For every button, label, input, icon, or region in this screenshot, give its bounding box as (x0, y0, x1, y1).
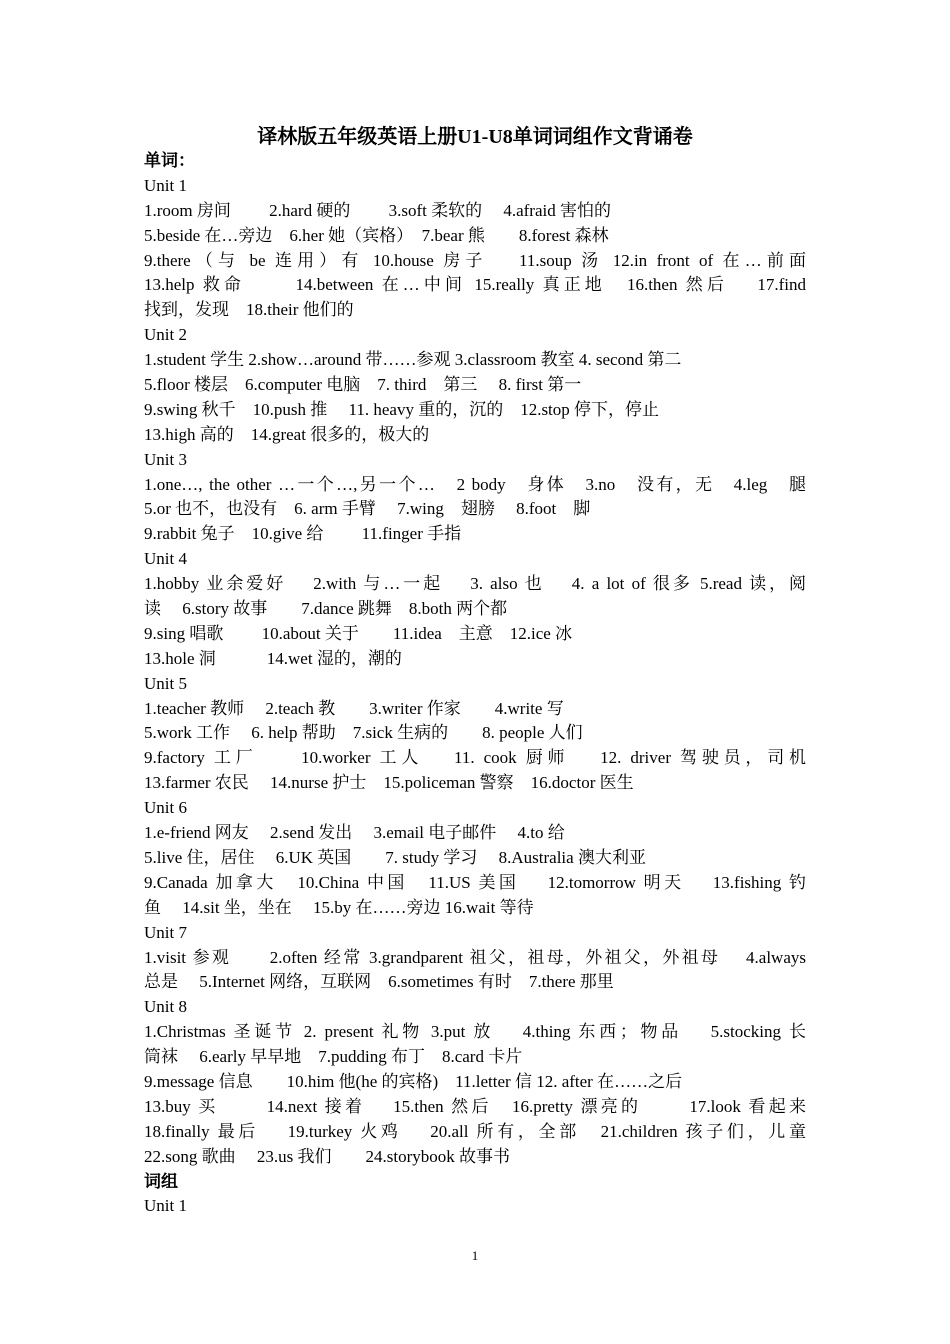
word-line: 9.factory 工厂 10.worker 工人 11. cook 厨师 12. driver 驾驶员，司机 (144, 748, 806, 768)
document-body (144, 149, 806, 1219)
word-line: 9.message 信息 10.him 他(he 的宾格) 11.letter 信 12. after 在……之后 (144, 1071, 683, 1091)
word-line: 1.teacher 教师 2.teach 教 3.writer 作家 4.write 写 (144, 698, 564, 718)
word-line: 5.floor 楼层 6.computer 电脑 7. third 第三 8. first 第一 (144, 375, 582, 395)
word-line: 9.Canada 加拿大 10.China 中国 11.US 美国 12.tomorrow 明天 13.fishing 钓 (144, 872, 806, 892)
unit-heading: Unit 8 (144, 997, 187, 1017)
word-line: 22.song 歌曲 23.us 我们 24.storybook 故事书 (144, 1146, 510, 1166)
unit-heading: Unit 6 (144, 798, 187, 818)
word-line: 13.hole 洞 14.wet 湿的，潮的 (144, 648, 402, 668)
phrases-heading: 词组 (144, 1171, 178, 1191)
word-line: 13.farmer 农民 14.nurse 护士 15.policeman 警察 16.doctor 医生 (144, 773, 634, 793)
word-line: 1.Christmas 圣诞节 2. present 礼物 3.put 放 4.thing 东西；物品 5.stocking 长 (144, 1022, 806, 1042)
word-line: 1.hobby 业余爱好 2.with 与…一起 3. also 也 4. a lot of 很多 5.read 读，阅 (144, 574, 806, 594)
word-line: 13.high 高的 14.great 很多的，极大的 (144, 424, 430, 444)
word-line: 13.buy 买 14.next 接着 15.then 然后 16.pretty 漂亮的 17.look 看起来 (144, 1096, 806, 1116)
word-line: 1.visit 参观 2.often 经常 3.grandparent 祖父，祖母，外祖父，外祖母 4.always (144, 947, 806, 967)
word-line: 读 6.story 故事 7.dance 跳舞 8.both 两个都 (144, 599, 508, 619)
word-line: 1.student 学生 2.show…around 带……参观 3.classroom 教室 4. second 第二 (144, 350, 682, 370)
word-line: 1.one…, the other …一个…,另一个… 2 body 身体 3.no 没有，无 4.leg 腿 (144, 474, 806, 494)
word-line: 9.swing 秋千 10.push 推 11. heavy 重的，沉的 12.stop 停下，停止 (144, 399, 660, 419)
word-line: 5.work 工作 6. help 帮助 7.sick 生病的 8. people 人们 (144, 723, 583, 743)
word-line: 5.or 也不，也没有 6. arm 手臂 7.wing 翅膀 8.foot 脚 (144, 499, 591, 519)
page-title: 译林版五年级英语上册U1-U8单词词组作文背诵卷 (257, 126, 693, 148)
word-line: 9.sing 唱歌 10.about 关于 11.idea 主意 12.ice 冰 (144, 623, 573, 643)
unit-heading: Unit 1 (144, 175, 187, 195)
word-line: 5.live 住，居住 6.UK 英国 7. study 学习 8.Australia 澳大利亚 (144, 847, 646, 867)
word-line: 5.beside 在…旁边 6.her 她（宾格） 7.bear 熊 8.forest 森林 (144, 225, 609, 245)
word-line: 1.e-friend 网友 2.send 发出 3.email 电子邮件 4.to 给 (144, 823, 565, 843)
word-line: 13.help 救命 14.between 在…中间 15.really 真正地 16.then 然后 17.find (144, 275, 806, 295)
word-line: 总是 5.Internet 网络，互联网 6.sometimes 有时 7.there 那里 (144, 972, 614, 992)
word-line: 筒袜 6.early 早早地 7.pudding 布丁 8.card 卡片 (144, 1047, 523, 1067)
word-line: 找到，发现 18.their 他们的 (144, 300, 354, 320)
page-number: 1 (471, 1248, 479, 1263)
word-line: 9.there（与 be 连用）有 10.house 房子 11.soup 汤 12.in front of 在…前面 (144, 250, 806, 270)
word-line: 18.finally 最后 19.turkey 火鸡 20.all 所有，全部 21.children 孩子们，儿童 (144, 1121, 806, 1141)
unit-heading: Unit 3 (144, 449, 187, 469)
phrases-unit-heading: Unit 1 (144, 1196, 187, 1216)
unit-heading: Unit 4 (144, 549, 187, 569)
unit-heading: Unit 5 (144, 673, 187, 693)
unit-heading: Unit 2 (144, 325, 187, 345)
words-heading: 单词： (144, 151, 195, 170)
unit-heading: Unit 7 (144, 922, 187, 942)
word-line: 9.rabbit 兔子 10.give 给 11.finger 手指 (144, 524, 462, 544)
word-line: 1.room 房间 2.hard 硬的 3.soft 柔软的 4.afraid 害怕的 (144, 200, 611, 220)
word-line: 鱼 14.sit 坐，坐在 15.by 在……旁边 16.wait 等待 (144, 897, 534, 917)
word-list (144, 174, 806, 1170)
